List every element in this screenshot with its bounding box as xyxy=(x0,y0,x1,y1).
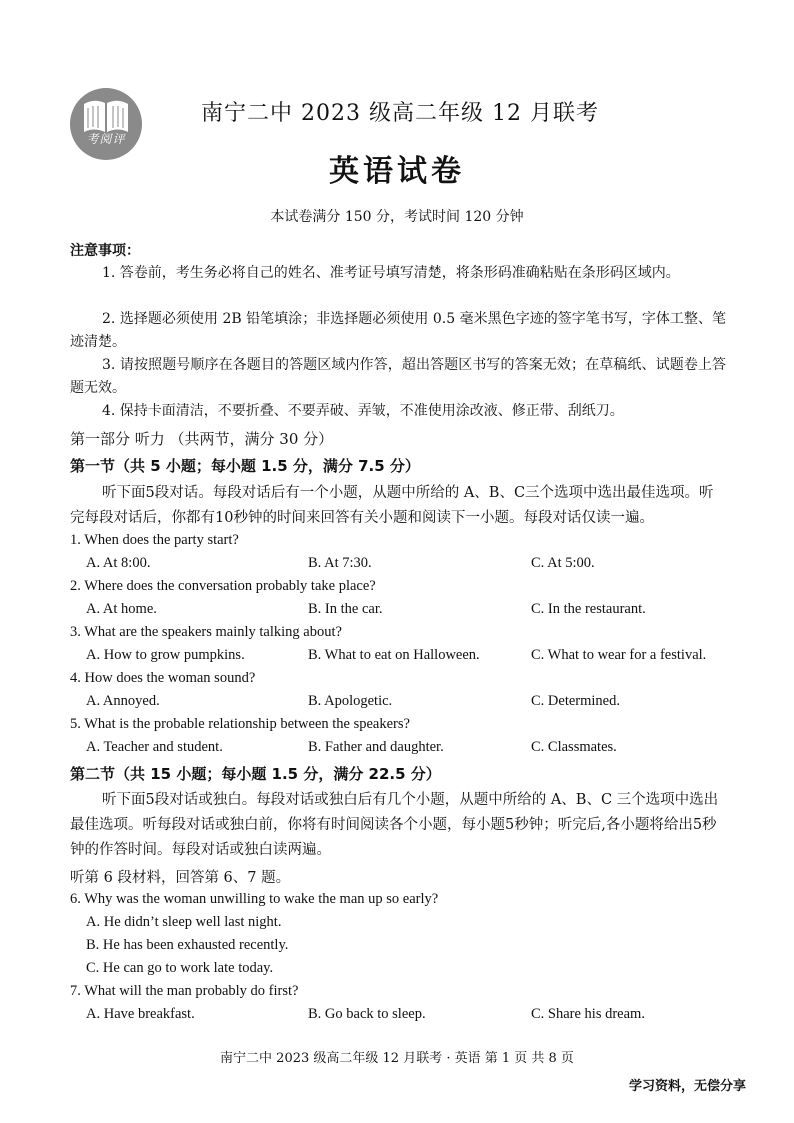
q7-option-a: A. Have breakfast. xyxy=(86,1006,195,1022)
q3-option-a: A. How to grow pumpkins. xyxy=(86,647,245,663)
note-item: 1. 答卷前，考生务必将自己的姓名、准考证号填写清楚，将条形码准确粘贴在条形码区域内。 xyxy=(102,265,680,281)
exam-meta: 本试卷满分 150 分，考试时间 120 分钟 xyxy=(270,209,524,225)
section1-intro: 听下面5段对话。每段对话后有一个小题，从题中所给的 A、B、C三个选项中选出最佳选项。听完每段对话后，你都有10秒钟的时间来回答有关小题和阅读下一小题。每段对话仅读一遍。 xyxy=(70,485,714,526)
q5-option-b: B. Father and daughter. xyxy=(308,739,444,755)
q5-option-a: A. Teacher and student. xyxy=(86,739,223,755)
question-7: 7. What will the man probably do first? xyxy=(70,983,299,999)
question-4: 4. How does the woman sound? xyxy=(70,670,256,686)
logo-text: 考阅评 xyxy=(86,132,126,146)
question-1: 1. When does the party start? xyxy=(70,532,239,548)
notes-heading: 注意事项： xyxy=(70,243,140,259)
q6-option-c: C. He can go to work late today. xyxy=(86,960,274,976)
exam-subject: 英语试卷 xyxy=(329,154,465,189)
q7-option-c: C. Share his dream. xyxy=(531,1006,645,1022)
q6-option-a: A. He didn’t sleep well last night. xyxy=(86,914,282,930)
q6-option-b: B. He has been exhausted recently. xyxy=(86,937,289,953)
section2-heading: 第二节（共 15 小题；每小题 1.5 分，满分 22.5 分） xyxy=(70,765,441,783)
q4-option-c: C. Determined. xyxy=(531,693,620,709)
q4-option-b: B. Apologetic. xyxy=(308,693,393,709)
part1-title: 第一部分 听力 （共两节，满分 30 分） xyxy=(70,430,334,448)
question-3: 3. What are the speakers mainly talking about? xyxy=(70,624,342,640)
q3-option-b: B. What to eat on Halloween. xyxy=(308,647,480,663)
q1-option-c: C. At 5:00. xyxy=(531,555,595,571)
q5-option-c: C. Classmates. xyxy=(531,739,617,755)
q2-option-b: B. In the car. xyxy=(308,601,383,617)
note-item: 3. 请按照题号顺序在各题目的答题区域内作答，超出答题区书写的答案无效；在草稿纸、试题卷上答题无效。 xyxy=(70,357,726,396)
section1-heading: 第一节（共 5 小题；每小题 1.5 分，满分 7.5 分） xyxy=(70,457,420,475)
q1-option-b: B. At 7:30. xyxy=(308,555,372,571)
material-instruction: 听第 6 段材料，回答第 6、7 题。 xyxy=(70,870,291,886)
question-6: 6. Why was the woman unwilling to wake the man up so early? xyxy=(70,891,439,907)
section2-intro: 听下面5段对话或独白。每段对话或独白后有几个小题，从题中所给的 A、B、C 三个选项中选出最佳选项。听每段对话或独白前，你将有时间阅读各个小题，每小题5秒钟；听完后,各小题将给出5秒钟的作答时间。每段对话或独白读两遍。 xyxy=(70,792,719,858)
page-footer: 南宁二中 2023 级高二年级 12 月联考 · 英语 第 1 页 共 8 页 xyxy=(220,1051,574,1066)
exam-title: 南宁二中 2023 级高二年级 12 月联考 xyxy=(201,101,599,126)
note-item: 2. 选择题必须使用 2B 铅笔填涂；非选择题必须使用 0.5 毫米黑色字迹的签字笔书写，字体工整、笔迹清楚。 xyxy=(70,311,726,350)
question-2: 2. Where does the conversation probably take place? xyxy=(70,578,376,594)
q7-option-b: B. Go back to sleep. xyxy=(308,1006,426,1022)
question-5: 5. What is the probable relationship between the speakers? xyxy=(70,716,410,732)
q3-option-c: C. What to wear for a festival. xyxy=(531,647,707,663)
q2-option-c: C. In the restaurant. xyxy=(531,601,646,617)
share-note: 学习资料，无偿分享 xyxy=(628,1079,746,1094)
q4-option-a: A. Annoyed. xyxy=(86,693,160,709)
note-item: 4. 保持卡面清洁，不要折叠、不要弄破、弄皱，不准使用涂改液、修正带、刮纸刀。 xyxy=(102,403,624,419)
q1-option-a: A. At 8:00. xyxy=(86,555,151,571)
q2-option-a: A. At home. xyxy=(86,601,157,617)
